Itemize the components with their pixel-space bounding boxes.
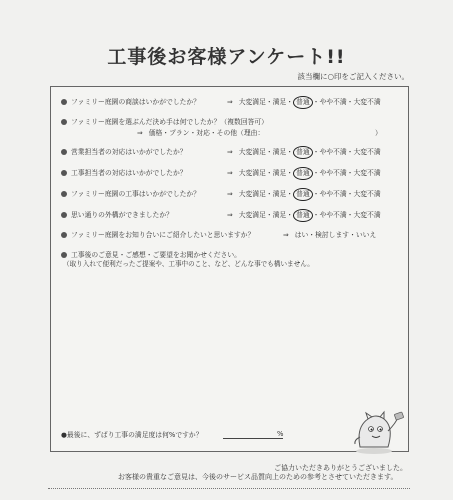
questionnaire-frame: [50, 86, 409, 452]
selected-answer-circle: 普通: [293, 209, 313, 222]
selected-answer-circle: 普通: [293, 146, 313, 159]
question-8: 工事後のご意見・ご感想・ご要望をお聞かせください。: [61, 251, 241, 260]
instruction-text: 該当欄に○印をご記入ください。: [297, 72, 409, 81]
selected-answer-circle: 普通: [293, 167, 313, 180]
bullet-icon: [61, 149, 67, 155]
footer-note: お客様の貴重なご意見は、今後のサービス品質向上のための参考とさせていただきます。: [118, 473, 398, 481]
question-4: 工事担当者の対応はいかがでしたか？: [61, 169, 187, 178]
answer-choices-7[interactable]: ⇒ はい・検討します・いいえ: [283, 231, 377, 239]
bullet-icon: [61, 232, 67, 238]
bullet-icon: [61, 212, 67, 218]
dotted-divider: [48, 488, 410, 489]
question-7: ファミリー庭園をお知り合いにご紹介したいと思いますか？: [61, 231, 254, 240]
answer-scale-1[interactable]: ⇒ 大変満足・満足・ 普通 ・やや不満・大変不満: [227, 98, 381, 107]
page-title: 工事後お客様アンケート!!: [107, 46, 346, 68]
percent-input-line[interactable]: [223, 438, 283, 439]
question-8-subtext: （取り入れて便利だったご提案や、工事中のこと、など、どんな事でも構いません。: [63, 260, 314, 268]
answer-choices-2[interactable]: ⇒ 価格・プラン・対応・その他（理由：: [137, 129, 265, 137]
answer-scale-4[interactable]: ⇒ 大変満足・満足・ 普通 ・やや不満・大変不満: [227, 169, 381, 178]
percent-unit: %: [277, 430, 284, 438]
answer-scale-6[interactable]: ⇒ 大変満足・満足・ 普通 ・やや不満・大変不満: [227, 211, 381, 220]
question-5: ファミリー庭園の工事はいかがでしたか？: [61, 190, 200, 199]
selected-answer-circle: 普通: [293, 96, 313, 109]
answer-scale-3[interactable]: ⇒ 大変満足・満足・ 普通 ・やや不満・大変不満: [227, 148, 381, 157]
answer-scale-5[interactable]: ⇒ 大変満足・満足・ 普通 ・やや不満・大変不満: [227, 190, 381, 199]
bullet-icon: [61, 170, 67, 176]
mascot-illustration: [346, 407, 406, 457]
bullet-icon: [61, 191, 67, 197]
bullet-icon: [61, 119, 67, 125]
selected-answer-circle: 普通: [293, 188, 313, 201]
final-question: ●最後に、ずばり工事の満足度は何%ですか？: [61, 431, 203, 439]
thanks-message: ご協力いただきありがとうございました。: [274, 464, 407, 472]
question-1: ファミリー庭園の商談はいかがでしたか？: [61, 98, 200, 107]
bullet-icon: [61, 99, 67, 105]
question-2: ファミリー庭園を選ぶんだ決め手は何でしたか？（複数回答可）: [61, 118, 268, 127]
bullet-icon: [61, 252, 67, 258]
question-3: 営業担当者の対応はいかがでしたか？: [61, 148, 187, 157]
question-6: 思い通りの外構ができましたか？: [61, 211, 173, 220]
reason-close-paren: ）: [375, 129, 382, 137]
